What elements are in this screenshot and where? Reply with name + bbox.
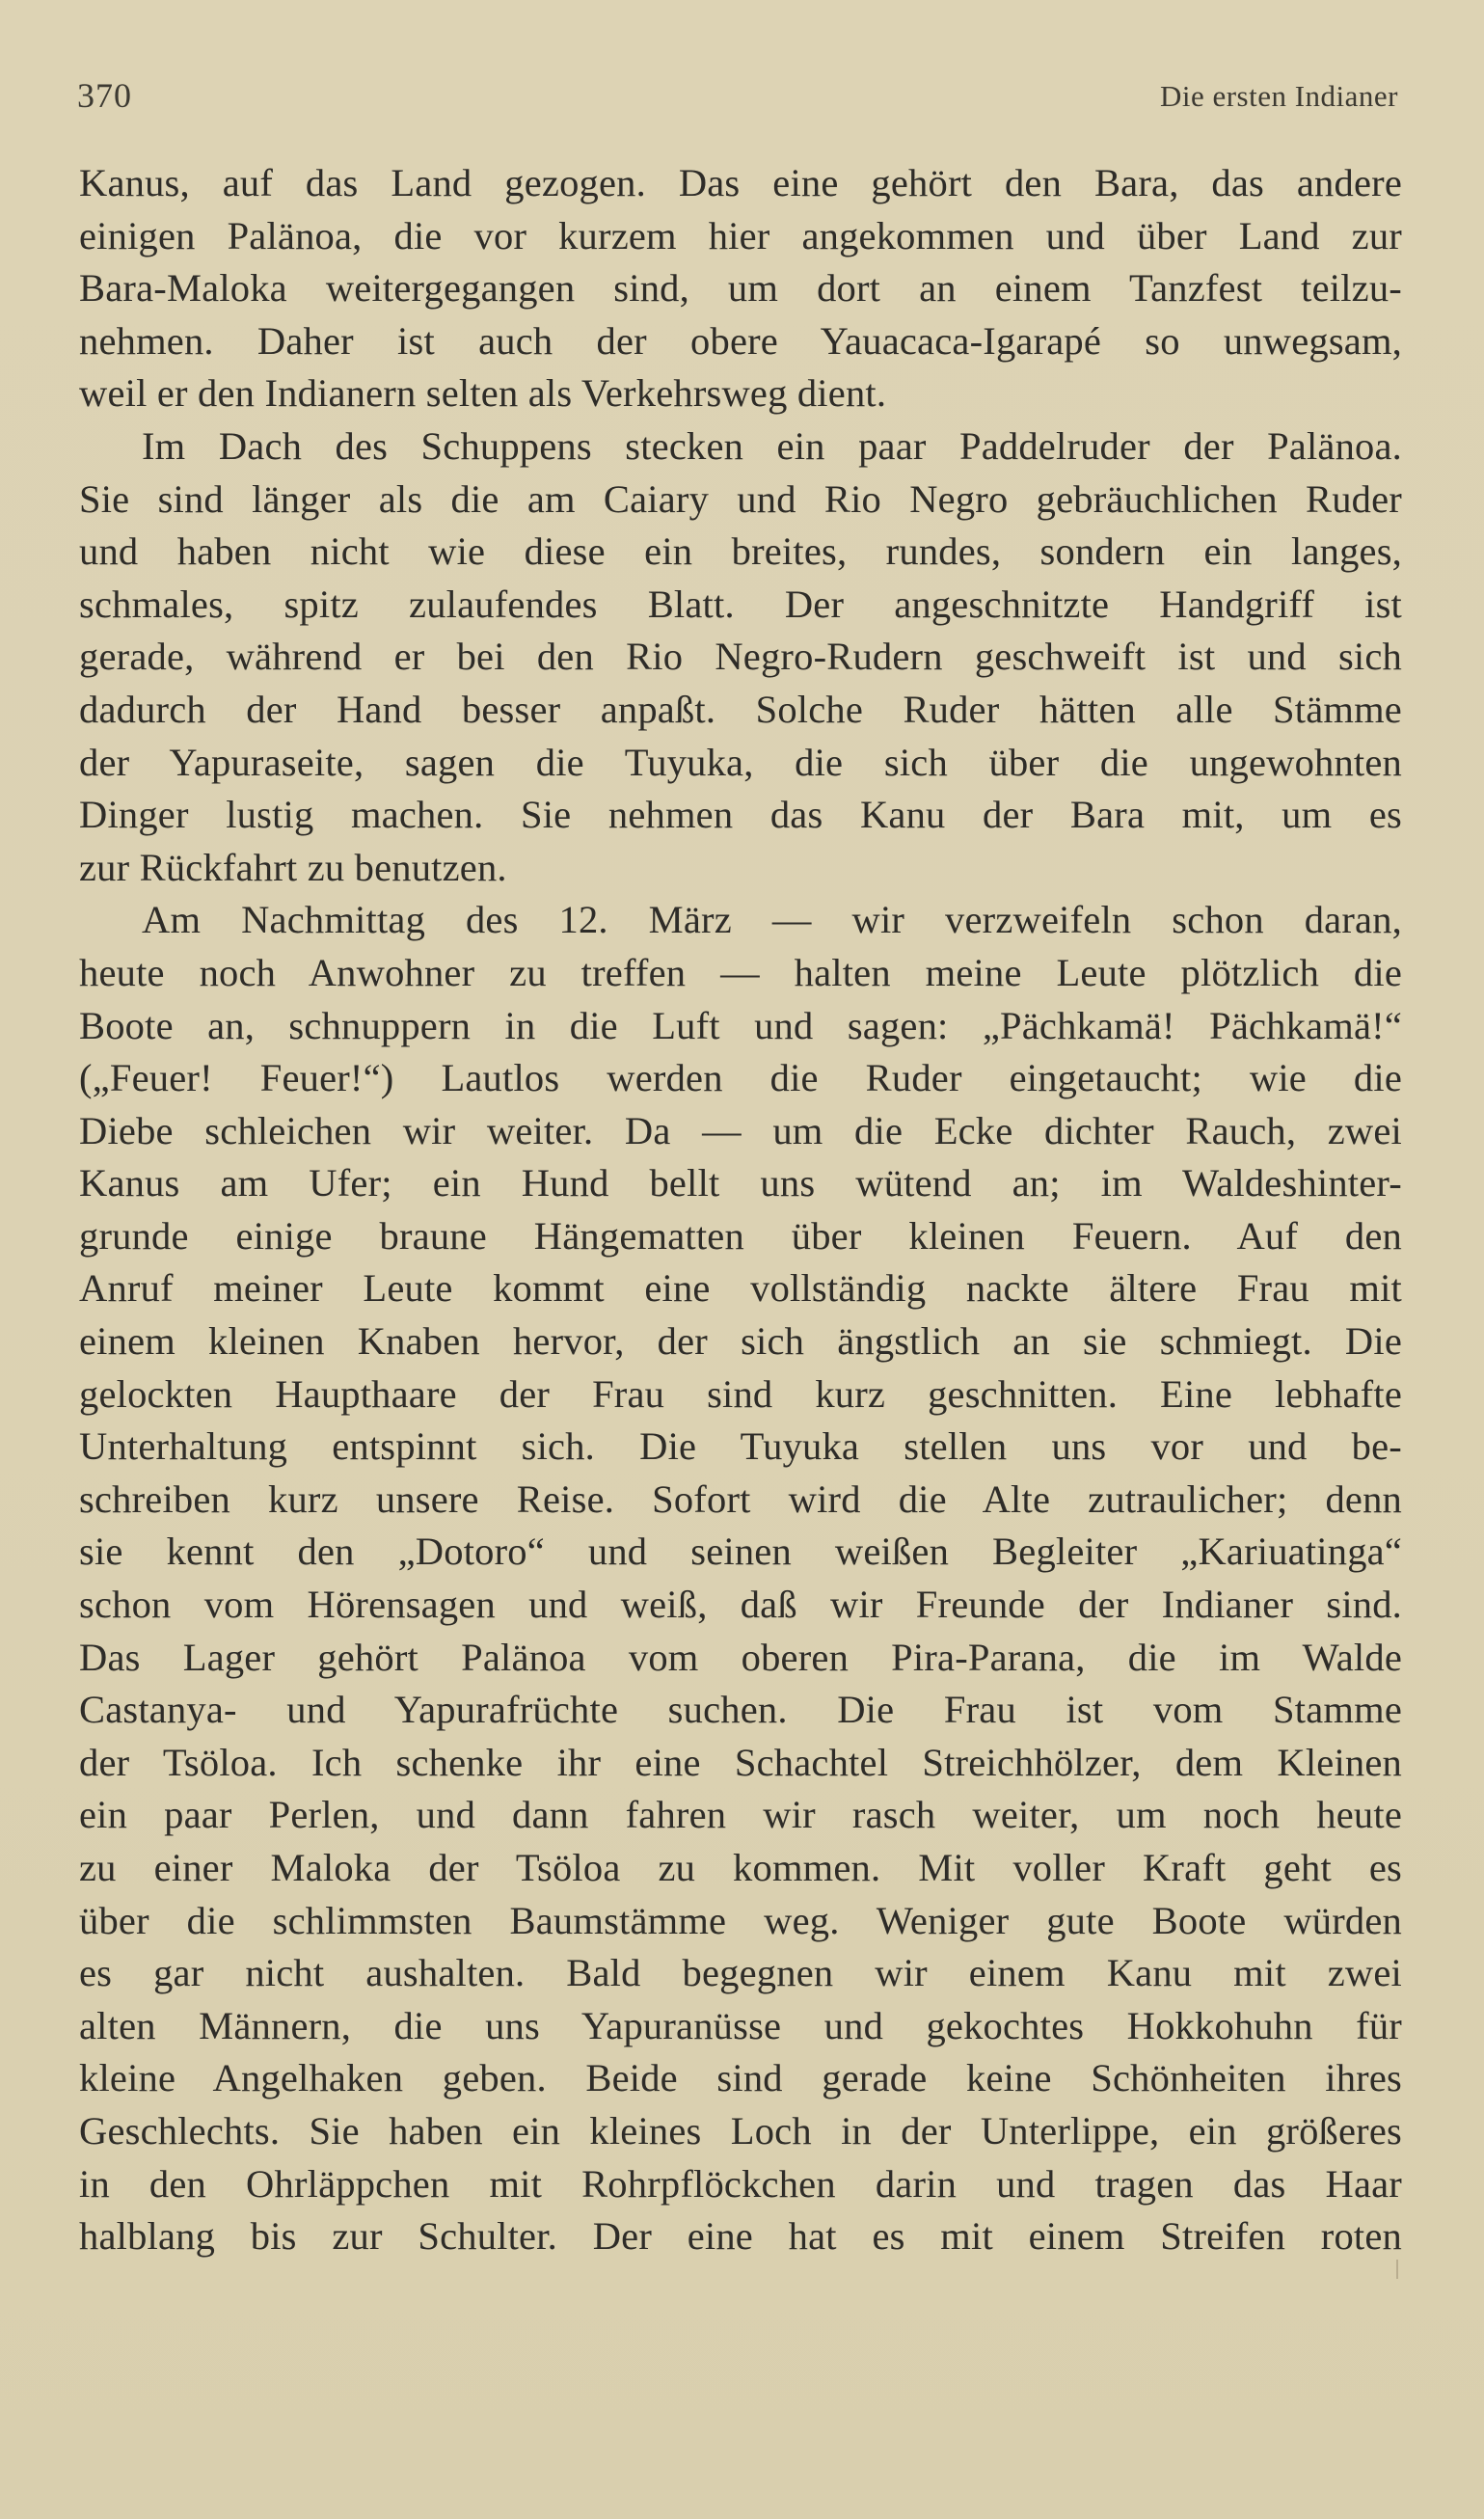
text-line: Anruf meiner Leute kommt eine vollständig nackte ältere Frau mit (79, 1266, 1402, 1311)
text-line: gelockten Haupthaare der Frau sind kurz geschnitten. Eine lebhafte (79, 1371, 1402, 1416)
text-line: zu einer Maloka der Tsöloa zu kommen. Mit voller Kraft geht es (79, 1846, 1402, 1889)
text-line: über die schlimmsten Baumstämme weg. Weniger gute Boote würden (79, 1898, 1402, 1942)
text-line: gerade, während er bei den Rio Negro-Rudern geschweift ist und sich (79, 635, 1402, 679)
page-header (77, 75, 1398, 123)
paragraph-first-line: Am Nachmittag des 12. März — wir verzweifeln schon daran, (142, 898, 1402, 942)
body-text (79, 157, 1402, 2263)
text-line: nehmen. Daher ist auch der obere Yauacaca-Igarapé so unwegsam, (79, 318, 1402, 363)
text-line: Geschlechts. Sie haben ein kleines Loch in der Unterlippe, ein größeres (79, 2108, 1402, 2153)
running-title: Die ersten Indianer (1159, 79, 1398, 113)
text-line: der Yapuraseite, sagen die Tuyuka, die sich über die ungewohnten (79, 740, 1402, 784)
text-line: in den Ohrläppchen mit Rohrpflöckchen darin und tragen das Haar (79, 2161, 1402, 2206)
text-line: Unterhaltung entspinnt sich. Die Tuyuka stellen uns vor und be- (79, 1424, 1402, 1469)
text-line: Kanus, auf das Land gezogen. Das eine gehört den Bara, das andere (79, 161, 1402, 204)
text-line: sie kennt den „Dotoro“ und seinen weißen Begleiter „Kariuatinga“ (79, 1530, 1402, 1574)
text-line: Sie sind länger als die am Caiary und Rio Negro gebräuchlichen Ruder (79, 476, 1402, 521)
text-line: Kanus am Ufer; ein Hund bellt uns wütend an; im Waldeshinter- (79, 1161, 1402, 1205)
text-line: kleine Angelhaken geben. Beide sind gerade keine Schönheiten ihres (79, 2056, 1402, 2100)
text-line: es gar nicht aushalten. Bald begegnen wir einem Kanu mit zwei (79, 1951, 1402, 1995)
text-line: halblang bis zur Schulter. Der eine hat es mit einem Streifen roten (79, 2214, 1402, 2259)
text-line: weil er den Indianern selten als Verkehrsweg dient. (79, 371, 887, 416)
text-line: Dinger lustig machen. Sie nehmen das Kanu der Bara mit, um es (79, 793, 1402, 837)
text-line: schon vom Hörensagen und weiß, daß wir Freunde der Indianer sind. (79, 1583, 1402, 1627)
text-line: einigen Palänoa, die vor kurzem hier angekommen und über Land zur (79, 213, 1402, 257)
text-line: alten Männern, die uns Yapuranüsse und gekochtes Hokkohuhn für (79, 2003, 1402, 2047)
page-number: 370 (77, 76, 132, 115)
text-line: („Feuer! Feuer!“) Lautlos werden die Ruder eingetaucht; wie die (79, 1056, 1402, 1100)
text-line: Diebe schleichen wir weiter. Da — um die Ecke dichter Rauch, zwei (79, 1108, 1402, 1152)
text-line: schreiben kurz unsere Reise. Sofort wird die Alte zutraulicher; denn (79, 1476, 1402, 1521)
margin-mark (1396, 2260, 1398, 2279)
text-line: Boote an, schnuppern in die Luft und sagen: „Pächkamä! Pächkamä!“ (79, 1003, 1402, 1047)
text-line: dadurch der Hand besser anpaßt. Solche Ruder hätten alle Stämme (79, 687, 1402, 731)
text-line: und haben nicht wie diese ein breites, rundes, sondern ein langes, (79, 529, 1402, 574)
text-line: Das Lager gehört Palänoa vom oberen Pira-Parana, die im Walde (79, 1635, 1402, 1679)
text-line: schmales, spitz zulaufendes Blatt. Der angeschnitzte Handgriff ist (79, 582, 1402, 626)
text-line: Castanya- und Yapurafrüchte suchen. Die Frau ist vom Stamme (79, 1688, 1402, 1732)
text-line: grunde einige braune Hängematten über kleinen Feuern. Auf den (79, 1213, 1402, 1258)
text-line: ein paar Perlen, und dann fahren wir rasch weiter, um noch heute (79, 1793, 1402, 1837)
text-line: einem kleinen Knaben hervor, der sich ängstlich an sie schmiegt. Die (79, 1319, 1402, 1364)
text-line: der Tsöloa. Ich schenke ihr eine Schachtel Streichhölzer, dem Kleinen (79, 1740, 1402, 1784)
text-line: zur Rückfahrt zu benutzen. (79, 845, 507, 889)
text-line: Bara-Maloka weitergegangen sind, um dort an einem Tanzfest teilzu- (79, 266, 1402, 311)
paragraph-first-line: Im Dach des Schuppens stecken ein paar Paddelruder der Palänoa. (142, 423, 1402, 468)
text-line: heute noch Anwohner zu treffen — halten meine Leute plötzlich die (79, 950, 1402, 994)
